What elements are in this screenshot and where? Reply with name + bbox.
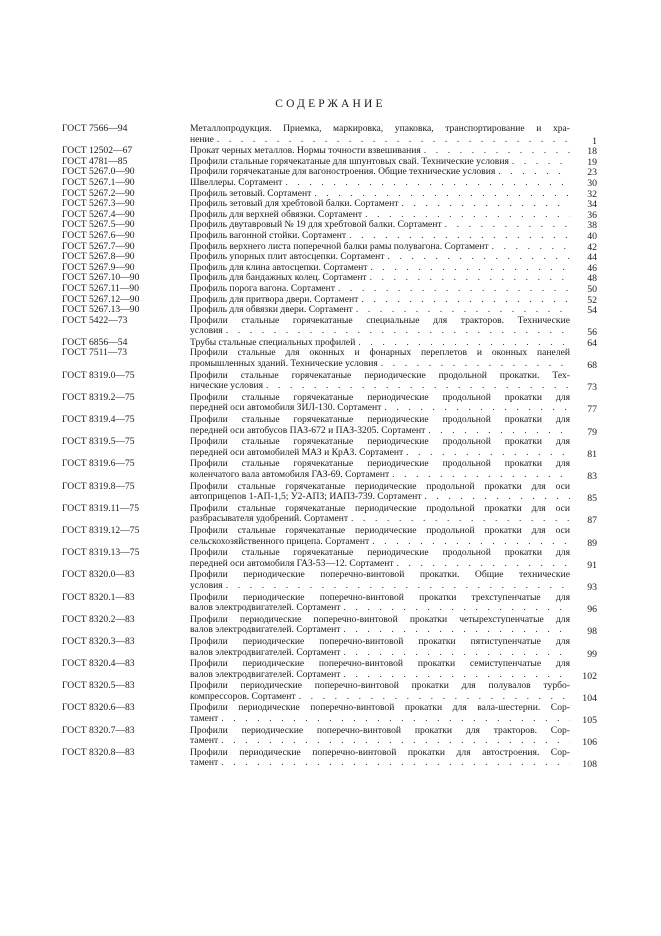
dot-leader	[358, 338, 570, 349]
dot-leader	[361, 295, 570, 306]
title-text: Профиль для верхней обвязки. Сортамент	[190, 209, 363, 220]
page-number: 77	[587, 404, 597, 416]
standard-code: ГОСТ 6856—54	[62, 336, 128, 348]
title-line	[190, 448, 570, 459]
title-line	[190, 178, 570, 189]
title-line: Профили стальные горячекатаные периодические продольной прокатки для оси	[190, 503, 570, 514]
page-number: 54	[587, 305, 597, 317]
page-number: 91	[587, 559, 597, 571]
title-line: Профили стальные горячекатаные специальные для тракторов. Технические	[190, 315, 570, 326]
toc-entry[interactable]	[62, 459, 602, 480]
title-line: Профили стальные горячекатаные периодические продольной прокатки для оси	[190, 525, 570, 536]
title-text: Профиль верхнего листа поперечной балки рамы полувагона. Сортамент	[190, 241, 489, 252]
entry-title	[190, 178, 570, 189]
page-number: 85	[587, 493, 597, 505]
title-text: Профиль вагонной стойки. Сортамент	[190, 230, 347, 241]
title-line	[190, 537, 570, 548]
dot-leader	[226, 581, 570, 592]
toc-entry[interactable]	[62, 295, 602, 306]
dot-leader	[381, 359, 570, 370]
toc-entry[interactable]	[62, 726, 602, 747]
dot-leader	[349, 231, 570, 242]
title-line	[190, 295, 570, 306]
page-number: 79	[587, 426, 597, 438]
title-line	[190, 199, 570, 210]
title-text: сельскохозяйственного прицепа. Сортамент	[190, 536, 370, 547]
title-line: Профили стальные горячекатаные периодические продольной прокатки. Тех-	[190, 370, 570, 381]
entry-title	[190, 570, 570, 591]
page-number: 32	[587, 188, 597, 200]
toc-entry[interactable]	[62, 371, 602, 392]
entry-title	[190, 157, 570, 168]
page-number: 106	[582, 737, 597, 749]
title-line	[190, 692, 570, 703]
standard-code: ГОСТ 5267.10—90	[62, 272, 140, 284]
title-line: Профили стальные горячекатаные периодические продольной прокатки для	[190, 415, 570, 426]
toc-entry[interactable]	[62, 615, 602, 636]
page-number: 104	[582, 692, 597, 704]
title-line	[190, 242, 570, 253]
title-line	[190, 514, 570, 525]
dot-leader	[356, 305, 570, 316]
page-number: 23	[587, 167, 597, 179]
page-number: 18	[587, 146, 597, 158]
title-text: Профиль для бандажных колец. Сортамент	[190, 273, 367, 284]
entry-title	[190, 748, 570, 769]
page-number: 19	[587, 156, 597, 168]
standard-code: ГОСТ 7511—73	[62, 347, 128, 359]
title-text: нические условия	[190, 381, 264, 392]
dot-leader	[372, 537, 570, 548]
toc-entry[interactable]	[62, 338, 602, 349]
dot-leader	[221, 758, 570, 769]
page-number: 99	[587, 648, 597, 660]
page-number: 50	[587, 283, 597, 295]
toc-entry[interactable]	[62, 415, 602, 436]
page-heading: СОДЕРЖАНИЕ	[275, 98, 386, 110]
toc-entry[interactable]	[62, 220, 602, 231]
title-line: Профили периодические поперечно-винтовой прокатки четырехступенчатые для	[190, 614, 570, 625]
entry-title	[190, 482, 570, 503]
title-text: нение	[190, 134, 214, 145]
title-text: валов электродвигателей. Сортамент	[190, 669, 341, 680]
dot-leader	[226, 326, 570, 337]
standard-code: ГОСТ 8319.11—75	[62, 502, 140, 514]
title-text: валов электродвигателей. Сортамент	[190, 647, 341, 658]
entry-title	[190, 437, 570, 458]
toc-entry[interactable]	[62, 681, 602, 702]
page-number: 40	[587, 230, 597, 242]
entry-title	[190, 220, 570, 231]
dot-leader	[492, 242, 570, 253]
title-line: Профили стальные горячекатаные периодические продольной прокатки для оси	[190, 481, 570, 492]
dot-leader	[343, 648, 570, 659]
page-number: 34	[587, 199, 597, 211]
entry-title	[190, 393, 570, 414]
title-line	[190, 263, 570, 274]
standard-code: ГОСТ 5267.4—90	[62, 208, 135, 220]
toc-entry[interactable]	[62, 273, 602, 284]
standard-code: ГОСТ 8319.4—75	[62, 414, 135, 426]
standard-code: ГОСТ 5267.5—90	[62, 219, 135, 231]
toc-entry[interactable]	[62, 548, 602, 569]
title-line: Профили периодические поперечно-винтовой прокатки трехступенчатые для	[190, 592, 570, 603]
entry-title	[190, 459, 570, 480]
page-number: 93	[587, 581, 597, 593]
page-number: 30	[587, 177, 597, 189]
standard-code: ГОСТ 5267.13—90	[62, 304, 140, 316]
toc-entry[interactable]	[62, 178, 602, 189]
title-text: Профиль порога вагона. Сортамент	[190, 283, 335, 294]
title-line: Профили периодические поперечно-винтовой прокатки для тракторов. Сор-	[190, 725, 570, 736]
page-number: 81	[587, 448, 597, 460]
page-number: 44	[587, 252, 597, 264]
page-number: 38	[587, 220, 597, 232]
standard-code: ГОСТ 8320.4—83	[62, 658, 135, 670]
entry-title	[190, 548, 570, 569]
title-text: автоприцепов 1-АП-1,5; У2-АПЗ; ИАПЗ-739. Сортамент	[190, 492, 422, 503]
toc-entry[interactable]	[62, 347, 602, 372]
entry-title	[190, 167, 570, 178]
title-text: промышленных зданий. Технические условия	[190, 359, 378, 370]
title-line: Профили периодические поперечно-винтовой прокатки для автостроения. Сор-	[190, 747, 570, 758]
title-line	[190, 167, 570, 178]
standard-code: ГОСТ 5267.2—90	[62, 187, 135, 199]
title-text: передней оси автомобиля ЗИЛ-130. Сортамент	[190, 403, 382, 414]
entry-title	[190, 124, 570, 145]
dot-leader	[512, 157, 570, 168]
toc-entry[interactable]	[62, 284, 602, 295]
entry-title	[190, 284, 570, 295]
dot-leader	[401, 199, 570, 210]
title-line	[190, 359, 570, 370]
title-text: коленчатого вала автомобиля ГАЗ-69. Сортамент	[190, 470, 390, 480]
title-line	[190, 146, 570, 157]
toc-entry[interactable]	[62, 210, 602, 221]
page-number: 64	[587, 337, 597, 349]
toc-entry[interactable]	[62, 199, 602, 210]
standard-code: ГОСТ 8319.2—75	[62, 391, 135, 403]
entry-title	[190, 726, 570, 747]
title-line	[190, 403, 570, 414]
toc-entry[interactable]	[62, 252, 602, 263]
title-text: Профили горячекатаные для вагоностроения. Общие технические условия	[190, 167, 496, 178]
page-number: 36	[587, 209, 597, 221]
standard-code: ГОСТ 8320.1—83	[62, 591, 135, 603]
entry-title	[190, 371, 570, 392]
toc-entry[interactable]	[62, 702, 602, 727]
dot-leader	[343, 625, 570, 636]
page-number: 73	[587, 382, 597, 394]
title-text: Прокат черных металлов. Нормы точности взвешивания	[190, 146, 421, 157]
title-line: Профили периодические поперечно-винтовой прокатки для вала-шестерни. Сор-	[190, 703, 570, 714]
page-number: 105	[582, 715, 597, 727]
entry-title	[190, 316, 570, 337]
title-text: тамент	[190, 714, 219, 725]
toc-entry[interactable]	[62, 231, 602, 242]
title-text: передней оси автобусов ПАЗ-672 и ПАЗ-3205. Сортамент	[190, 425, 426, 436]
title-line	[190, 381, 570, 392]
page-number: 56	[587, 327, 597, 339]
standard-code: ГОСТ 8319.8—75	[62, 480, 135, 492]
standard-code: ГОСТ 8320.3—83	[62, 635, 135, 647]
standard-code: ГОСТ 4781—85	[62, 155, 128, 167]
standard-code: ГОСТ 5267.1—90	[62, 176, 135, 188]
title-line	[190, 736, 570, 747]
dot-leader	[428, 426, 570, 437]
standard-code: ГОСТ 8320.2—83	[62, 613, 135, 625]
toc-entry[interactable]	[62, 637, 602, 658]
toc-entry[interactable]	[62, 526, 602, 547]
entry-title	[190, 703, 570, 724]
title-text: тамент	[190, 758, 219, 769]
entry-title	[190, 295, 570, 306]
title-text: тамент	[190, 736, 219, 747]
dot-leader	[314, 189, 570, 200]
toc-entry[interactable]	[62, 437, 602, 458]
entry-title	[190, 615, 570, 636]
standard-code: ГОСТ 8320.6—83	[62, 702, 135, 714]
standard-code: ГОСТ 12502—67	[62, 145, 133, 157]
page-number: 87	[587, 515, 597, 527]
title-text: валов электродвигателей. Сортамент	[190, 625, 341, 636]
standard-code: ГОСТ 5267.0—90	[62, 166, 135, 178]
title-line	[190, 581, 570, 592]
entry-title	[190, 305, 570, 316]
toc-entry[interactable]	[62, 748, 602, 769]
entry-title	[190, 189, 570, 200]
dot-leader	[384, 403, 570, 414]
title-line: Профили периодические поперечно-винтовой прокатки. Общие технические	[190, 570, 570, 581]
standard-code: ГОСТ 8319.0—75	[62, 369, 135, 381]
page-number: 46	[587, 262, 597, 274]
title-line: Профили стальные горячекатаные периодические продольной прокатки для	[190, 392, 570, 403]
dot-leader	[299, 692, 570, 703]
dot-leader	[351, 514, 570, 525]
dot-leader	[343, 670, 570, 681]
dot-leader	[343, 603, 570, 614]
entry-title	[190, 263, 570, 274]
toc-entry[interactable]	[62, 482, 602, 503]
toc-entry[interactable]	[62, 316, 602, 337]
title-line	[190, 189, 570, 200]
entry-title	[190, 526, 570, 547]
title-line: Металлопродукция. Приемка, маркировка, упаковка, транспортирование и хра-	[190, 124, 570, 134]
page-number: 48	[587, 273, 597, 285]
page-number: 42	[587, 241, 597, 253]
page-number: 83	[587, 471, 597, 482]
title-line: Профили периодические поперечно-винтовой прокатки для полувалов турбо-	[190, 681, 570, 692]
title-line	[190, 284, 570, 295]
entry-title	[190, 252, 570, 263]
title-line	[190, 210, 570, 221]
title-line: Профили стальные горячекатаные периодические продольной прокатки для	[190, 437, 570, 448]
toc-entry[interactable]	[62, 263, 602, 274]
standard-code: ГОСТ 8319.13—75	[62, 547, 140, 559]
entry-title	[190, 338, 570, 349]
title-line	[190, 470, 570, 481]
dot-leader	[338, 284, 570, 295]
page-number: 68	[587, 360, 597, 372]
title-line	[190, 157, 570, 168]
toc-entry[interactable]	[62, 305, 602, 316]
entry-title	[190, 242, 570, 253]
entry-title	[190, 593, 570, 614]
title-line	[190, 220, 570, 231]
title-line	[190, 338, 570, 349]
standard-code: ГОСТ 5267.3—90	[62, 198, 135, 210]
page-number: 89	[587, 537, 597, 549]
toc-entry[interactable]	[62, 189, 602, 200]
title-text: Трубы стальные специальных профилей	[190, 337, 356, 348]
title-text: условия	[190, 580, 223, 591]
title-line: Профили стальные горячекатаные периодические продольной прокатки для	[190, 548, 570, 559]
page-number: 108	[582, 759, 597, 771]
title-line: Профили стальные для оконных и фонарных переплетов и оконных панелей	[190, 348, 570, 359]
title-text: Профиль зетовый. Сортамент	[190, 188, 312, 199]
page-number: 1	[592, 135, 597, 147]
title-line: Профили периодические поперечно-винтовой прокатки пятиступенчатые для	[190, 636, 570, 647]
standard-code: ГОСТ 8320.8—83	[62, 746, 135, 758]
page-number: 52	[587, 294, 597, 306]
toc-entry[interactable]	[62, 167, 602, 178]
dot-leader	[388, 252, 571, 263]
standard-code: ГОСТ 8319.6—75	[62, 458, 135, 470]
entry-title	[190, 504, 570, 525]
title-line	[190, 231, 570, 242]
title-line	[190, 603, 570, 614]
title-text: передней оси автомобилей МАЗ и КрАЗ. Сортамент	[190, 447, 404, 458]
title-line	[190, 625, 570, 636]
standard-code: ГОСТ 8319.12—75	[62, 524, 140, 536]
toc-entry[interactable]	[62, 146, 602, 157]
title-line	[190, 305, 570, 316]
standard-code: ГОСТ 7566—94	[62, 123, 128, 134]
toc-entry[interactable]	[62, 504, 602, 525]
title-text: компрессоров. Сортамент	[190, 691, 296, 702]
title-text: передней оси автомобиля ГАЗ-53—12. Сортамент	[190, 558, 394, 569]
title-line	[190, 135, 570, 146]
toc-entry[interactable]	[62, 242, 602, 253]
entry-title	[190, 637, 570, 658]
title-text: Профиль упорных плит автосцепки. Сортамент	[190, 252, 385, 263]
title-text: Профили стальные горячекатаные для шпунтовых свай. Технические условия	[190, 156, 509, 167]
toc-entry[interactable]	[62, 124, 602, 145]
toc-entry[interactable]	[62, 157, 602, 168]
dot-leader	[397, 559, 570, 570]
title-text: Профиль для клина автосцепки. Сортамент	[190, 262, 368, 273]
dot-leader	[217, 135, 570, 146]
dot-leader	[392, 470, 570, 481]
standard-code: ГОСТ 5422—73	[62, 314, 128, 326]
title-text: валов электродвигателей. Сортамент	[190, 603, 341, 614]
entry-title	[190, 348, 570, 369]
dot-leader	[266, 381, 570, 392]
title-text: Профиль двутавровый № 19 для хребтовой балки. Сортамент	[190, 220, 442, 231]
standard-code: ГОСТ 5267.11—90	[62, 282, 140, 294]
title-line	[190, 758, 570, 769]
title-line	[190, 326, 570, 337]
standard-code: ГОСТ 8319.5—75	[62, 436, 135, 448]
title-line	[190, 670, 570, 681]
standard-code: ГОСТ 8320.7—83	[62, 724, 135, 736]
standard-code: ГОСТ 8320.0—83	[62, 569, 135, 581]
title-line	[190, 492, 570, 503]
toc-entry[interactable]	[62, 593, 602, 614]
title-line: Профили стальные горячекатаные периодические продольной прокатки для	[190, 459, 570, 470]
title-text: Профиль для обвязки двери. Сортамент	[190, 305, 353, 316]
dot-leader	[445, 220, 570, 231]
toc-entry[interactable]	[62, 393, 602, 414]
dot-leader	[424, 146, 570, 157]
dot-leader	[406, 448, 570, 459]
toc-entry[interactable]	[62, 659, 602, 680]
dot-leader	[424, 492, 570, 503]
entry-title	[190, 199, 570, 210]
page-number: 98	[587, 626, 597, 638]
title-line: Профили периодические поперечно-винтовой прокатки семиступенчатые для	[190, 659, 570, 670]
dot-leader	[365, 210, 570, 221]
title-line	[190, 273, 570, 284]
title-text: Профиль для притвора двери. Сортамент	[190, 294, 359, 305]
title-line	[190, 426, 570, 437]
dot-leader	[285, 178, 570, 189]
title-line	[190, 559, 570, 570]
toc-entry[interactable]	[62, 570, 602, 591]
dot-leader	[221, 736, 570, 747]
standard-code: ГОСТ 5267.9—90	[62, 261, 135, 273]
dot-leader	[498, 167, 570, 178]
standard-code: ГОСТ 5267.6—90	[62, 229, 135, 241]
dot-leader	[370, 273, 570, 284]
standard-code: ГОСТ 8320.5—83	[62, 680, 135, 692]
page-number: 96	[587, 604, 597, 616]
title-line	[190, 714, 570, 725]
standard-code: ГОСТ 5267.7—90	[62, 240, 135, 252]
entry-title	[190, 146, 570, 157]
entry-title	[190, 210, 570, 221]
standard-code: ГОСТ 5267.12—90	[62, 293, 140, 305]
entry-title	[190, 273, 570, 284]
entry-title	[190, 659, 570, 680]
table-of-contents	[62, 124, 602, 770]
entry-title	[190, 231, 570, 242]
standard-code: ГОСТ 5267.8—90	[62, 251, 135, 263]
entry-title	[190, 415, 570, 436]
title-text: разбрасывателя удобрений. Сортамент	[190, 514, 349, 525]
page-number: 102	[582, 670, 597, 682]
title-text: условия	[190, 326, 223, 337]
entry-title	[190, 681, 570, 702]
dot-leader	[370, 263, 570, 274]
dot-leader	[221, 714, 570, 725]
title-text: Швеллеры. Сортамент	[190, 177, 283, 188]
title-line	[190, 252, 570, 263]
title-text: Профиль зетовый для хребтовой балки. Сортамент	[190, 199, 399, 210]
title-line	[190, 648, 570, 659]
